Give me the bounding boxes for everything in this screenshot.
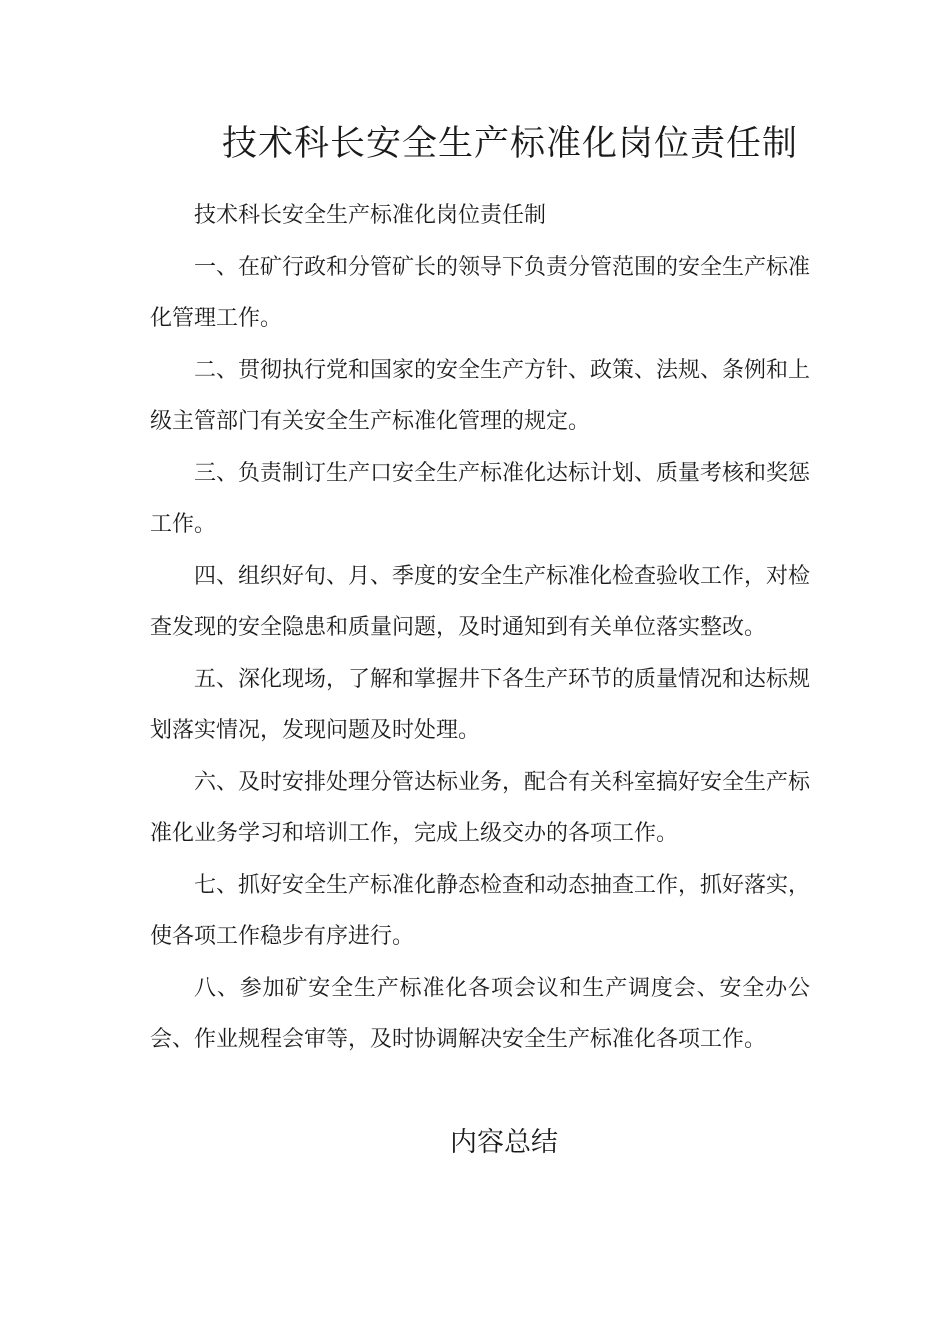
paragraph-item-2: 二、贯彻执行党和国家的安全生产方针、政策、法规、条例和上级主管部门有关安全生产标准化管理的规定。 (150, 357, 811, 434)
paragraph-item-3: 三、负责制订生产口安全生产标准化达标计划、质量考核和奖惩工作。 (150, 460, 811, 537)
paragraph-subtitle: 技术科长安全生产标准化岗位责任制 (194, 203, 547, 228)
summary-heading: 内容总结 (450, 1127, 558, 1158)
document-body (150, 190, 810, 1066)
paragraph-item-8: 八、参加矿安全生产标准化各项会议和生产调度会、安全办公会、作业规程会审等，及时协调解决安全生产标准化各项工作。 (150, 975, 810, 1052)
document-title: 技术科长安全生产标准化岗位责任制 (221, 124, 798, 164)
paragraph-item-7: 七、抓好安全生产标准化静态检查和动态抽查工作，抓好落实，使各项工作稳步有序进行。 (150, 872, 811, 949)
paragraph-item-6: 六、及时安排处理分管达标业务，配合有关科室搞好安全生产标准化业务学习和培训工作，完成上级交办的各项工作。 (150, 769, 811, 846)
paragraph-item-4: 四、组织好旬、月、季度的安全生产标准化检查验收工作，对检查发现的安全隐患和质量问题，及时通知到有关单位落实整改。 (150, 563, 811, 640)
paragraph-item-1: 一、在矿行政和分管矿长的领导下负责分管范围的安全生产标准化管理工作。 (150, 254, 811, 331)
paragraph-item-5: 五、深化现场，了解和掌握井下各生产环节的质量情况和达标规划落实情况，发现问题及时处理。 (150, 666, 811, 743)
